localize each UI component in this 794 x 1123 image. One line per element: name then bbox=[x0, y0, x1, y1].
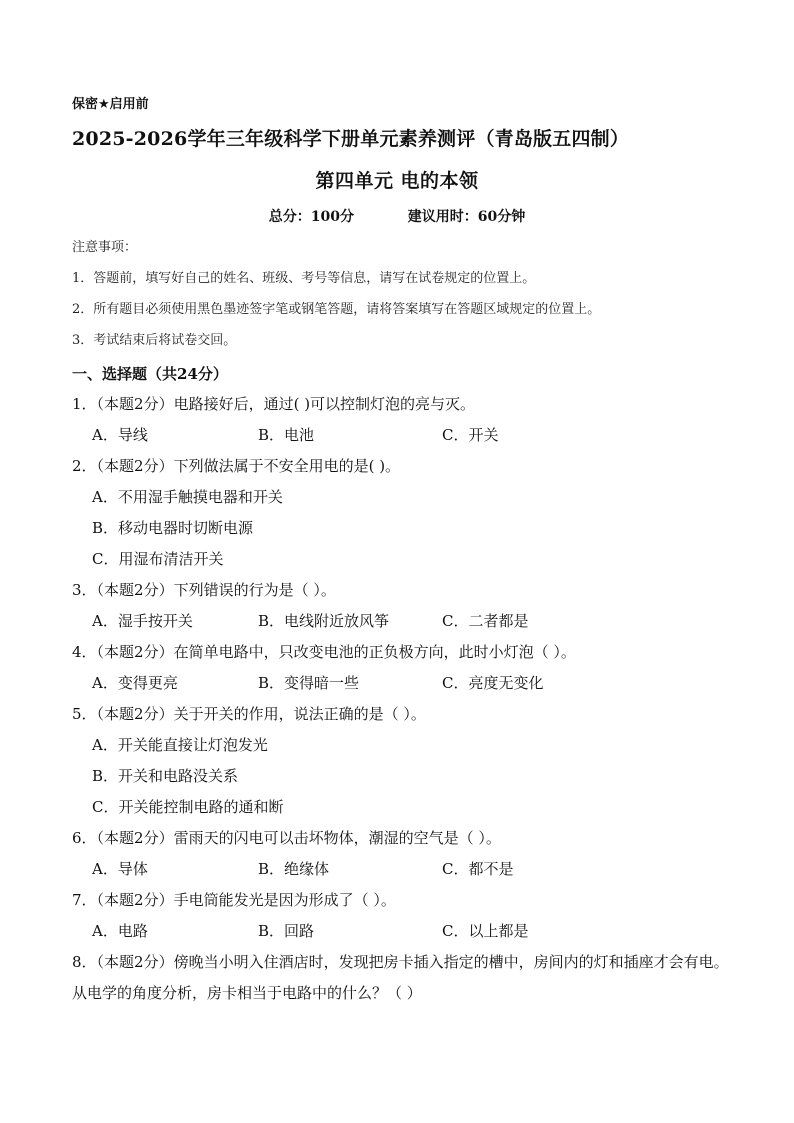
section-heading-choice: 一、选择题（共24分） bbox=[72, 365, 228, 383]
option: C．以上都是 bbox=[442, 922, 529, 940]
notice-item: 2．所有题目必须使用黑色墨迹签字笔或钢笔答题，请将答案填写在答题区域规定的位置上。 bbox=[72, 302, 601, 317]
question-stem: 1．（本题2分）电路接好后，通过( )可以控制灯泡的亮与灭。 bbox=[72, 395, 476, 413]
question-stem: 8．（本题2分）傍晚当小明入住酒店时，发现把房卡插入指定的槽中，房间内的灯和插座才会有电。从电学的角度分析，房卡相当于电路中的什么？（ ） bbox=[72, 953, 729, 1002]
exam-meta bbox=[0, 206, 794, 226]
option: C．开关能控制电路的通和断 bbox=[92, 798, 284, 816]
option: C．亮度无变化 bbox=[442, 674, 544, 692]
question-stem: 6．（本题2分）雷雨天的闪电可以击坏物体，潮湿的空气是（ ）。 bbox=[72, 829, 501, 847]
option: B．移动电器时切断电源 bbox=[92, 519, 254, 537]
question-stem: 2．（本题2分）下列做法属于不安全用电的是( )。 bbox=[72, 457, 401, 475]
option: B．电线附近放风筝 bbox=[258, 612, 390, 630]
confidential-label: 保密★启用前 bbox=[72, 97, 149, 112]
option: C．开关 bbox=[442, 426, 499, 444]
notice-heading: 注意事项： bbox=[72, 240, 138, 255]
option: A．导线 bbox=[92, 426, 148, 444]
question-stem: 3．（本题2分）下列错误的行为是（ ）。 bbox=[72, 581, 336, 599]
question-stem: 5．（本题2分）关于开关的作用，说法正确的是（ ）。 bbox=[72, 705, 426, 723]
unit-title: 第四单元 电的本领 bbox=[315, 170, 479, 192]
option: A．湿手按开关 bbox=[92, 612, 193, 630]
notice-item: 1．答题前，填写好自己的姓名、班级、考号等信息，请写在试卷规定的位置上。 bbox=[72, 271, 536, 286]
option: A．变得更亮 bbox=[92, 674, 178, 692]
option: B．开关和电路没关系 bbox=[92, 767, 239, 785]
question-stem: 7．（本题2分）手电筒能发光是因为形成了（ ）。 bbox=[72, 891, 396, 909]
option: B．绝缘体 bbox=[258, 860, 330, 878]
exam-title: 2025-2026学年三年级科学下册单元素养测评（青岛版五四制） bbox=[72, 128, 630, 150]
option: B．变得暗一些 bbox=[258, 674, 360, 692]
option: A．不用湿手触摸电器和开关 bbox=[92, 488, 283, 506]
option: A．开关能直接让灯泡发光 bbox=[92, 736, 268, 754]
option: A．导体 bbox=[92, 860, 148, 878]
option: C．二者都是 bbox=[442, 612, 529, 630]
option: C．都不是 bbox=[442, 860, 514, 878]
option: B．电池 bbox=[258, 426, 315, 444]
suggested-time: 建议用时：60分钟 bbox=[407, 209, 526, 225]
option: A．电路 bbox=[92, 922, 148, 940]
option: C．用湿布清洁开关 bbox=[92, 550, 224, 568]
notice-item: 3．考试结束后将试卷交回。 bbox=[72, 333, 237, 348]
option: B．回路 bbox=[258, 922, 315, 940]
total-score: 总分：100分 bbox=[268, 209, 354, 225]
question-stem: 4．（本题2分）在简单电路中，只改变电池的正负极方向，此时小灯泡（ ）。 bbox=[72, 643, 576, 661]
